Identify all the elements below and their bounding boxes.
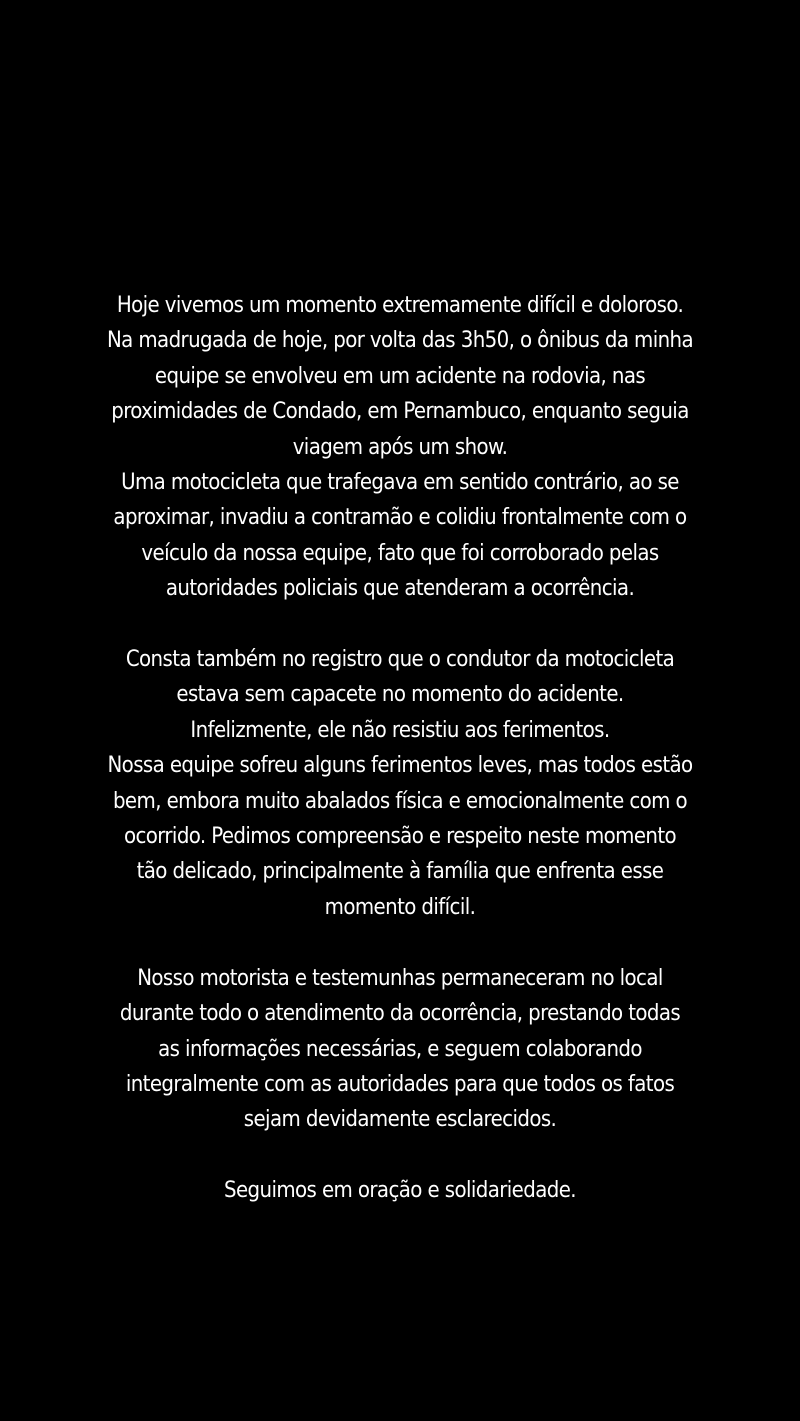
paragraph-4 xyxy=(70,1173,730,1208)
paragraph-1 xyxy=(70,288,730,607)
paragraph-3 xyxy=(70,961,730,1138)
text-line: Seguimos em oração e solidariedade. xyxy=(224,1178,576,1204)
text-line: Nossa equipe sofreu alguns ferimentos leves, mas todos estão xyxy=(107,753,693,779)
text-line: Na madrugada de hoje, por volta das 3h50, o ônibus da minha xyxy=(106,328,694,354)
paragraph-spacer xyxy=(70,1138,730,1173)
text-line: autoridades policiais que atenderam a ocorrência. xyxy=(165,576,635,602)
text-line: Infelizmente, ele não resistiu aos ferimentos. xyxy=(190,717,610,743)
text-line: Uma motocicleta que trafegava em sentido contrário, ao se xyxy=(121,470,679,496)
text-line: proximidades de Condado, em Pernambuco, enquanto seguia xyxy=(111,399,689,425)
text-line: Consta também no registro que o condutor da motocicleta xyxy=(125,647,675,673)
text-line: Hoje vivemos um momento extremamente difícil e doloroso. xyxy=(116,293,684,318)
text-line: equipe se envolveu em um acidente na rodovia, nas xyxy=(154,363,646,389)
text-line: aproximar, invadiu a contramão e colidiu frontalmente com o xyxy=(113,505,687,531)
text-line: Nosso motorista e testemunhas permaneceram no local xyxy=(137,965,663,991)
text-line: tão delicado, principalmente à família que enfrenta esse xyxy=(136,859,664,885)
text-line: estava sem capacete no momento do acidente. xyxy=(176,682,624,708)
story-text-block xyxy=(70,288,730,1209)
text-line: viagem após um show. xyxy=(292,434,508,460)
paragraph-spacer xyxy=(70,925,730,960)
text-line: durante todo o atendimento da ocorrência, prestando todas xyxy=(119,1001,681,1027)
text-line: as informações necessárias, e seguem colaborando xyxy=(158,1036,642,1062)
paragraph-2 xyxy=(70,642,730,925)
text-line: sejam devidamente esclarecidos. xyxy=(243,1107,557,1133)
text-line: ocorrido. Pedimos compreensão e respeito neste momento xyxy=(123,824,677,850)
paragraph-spacer xyxy=(70,607,730,642)
text-line: bem, embora muito abalados física e emocionalmente com o xyxy=(112,788,688,814)
text-line: momento difícil. xyxy=(324,894,476,920)
text-line: integralmente com as autoridades para que todos os fatos xyxy=(125,1071,675,1097)
text-line: veículo da nossa equipe, fato que foi corroborado pelas xyxy=(141,540,659,566)
